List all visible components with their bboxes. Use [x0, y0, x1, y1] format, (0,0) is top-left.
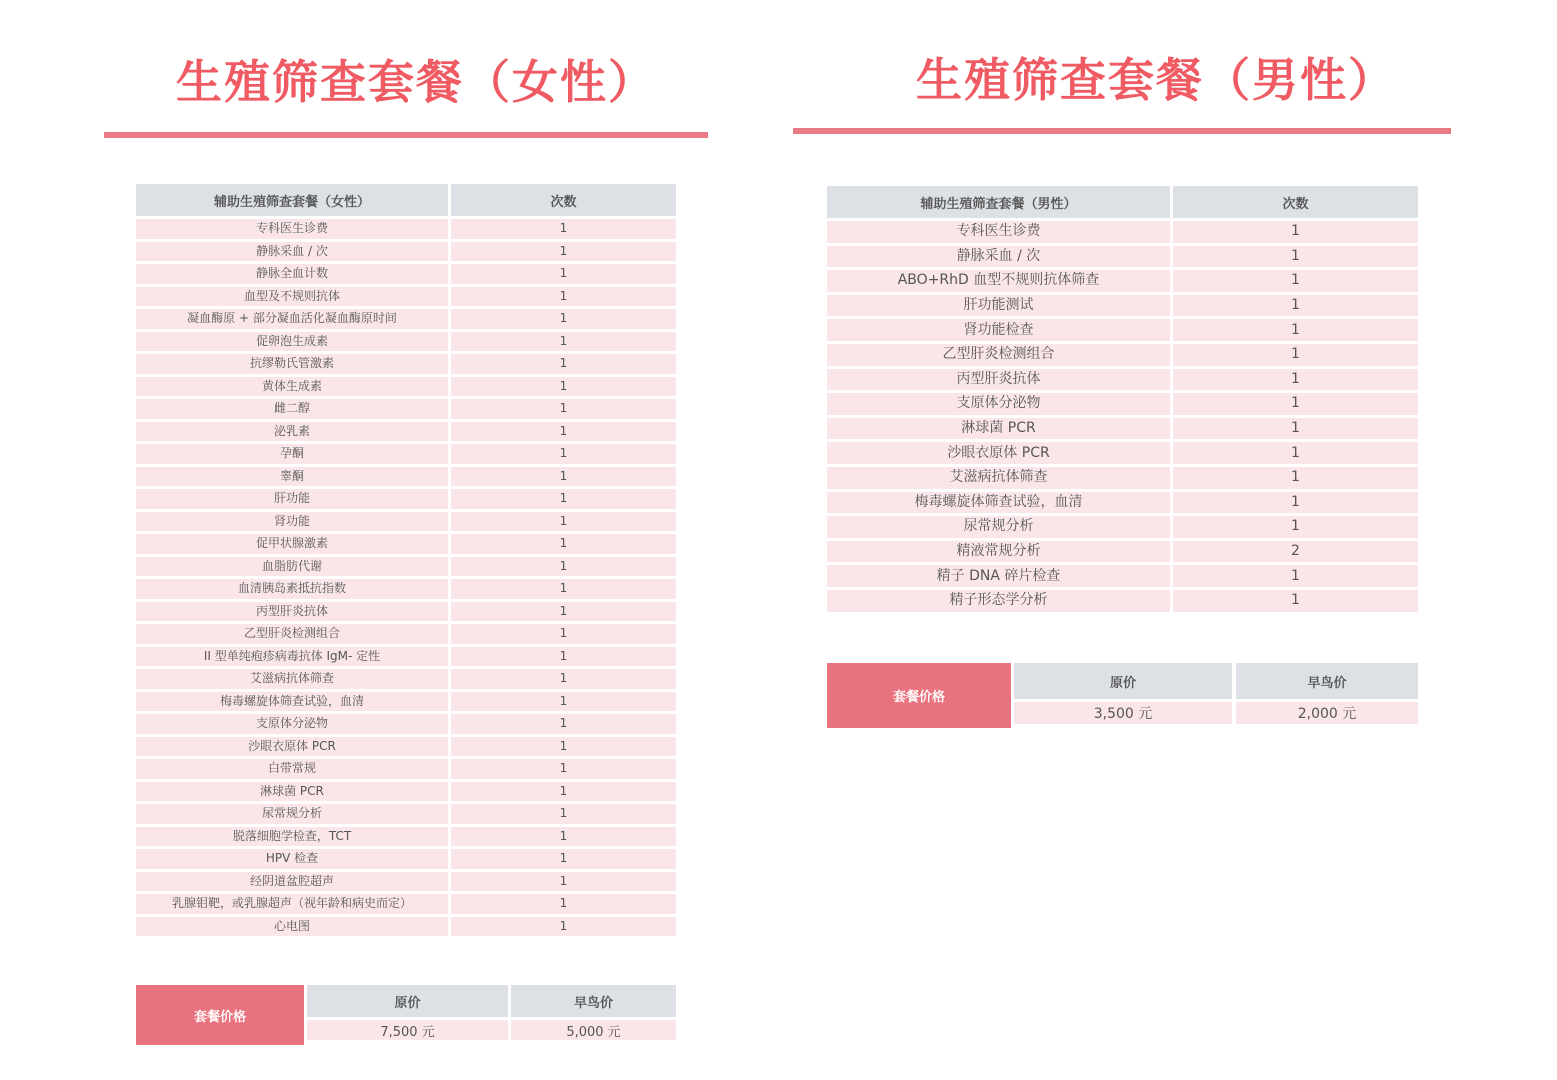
count-cell: 1: [1170, 295, 1418, 317]
count-cell: 1: [1170, 221, 1418, 243]
count-cell: 1: [448, 309, 676, 329]
table-row: [827, 369, 1418, 391]
count-cell: 1: [448, 804, 676, 824]
item-name-cell: HPV 检查: [136, 849, 448, 869]
item-name-cell: 乳腺钼靶，或乳腺超声（视年龄和病史而定）: [136, 894, 448, 914]
count-cell: 1: [448, 377, 676, 397]
table-row: [136, 534, 676, 554]
table-row: [136, 489, 676, 509]
table-row: [827, 442, 1418, 464]
item-name-cell: 乙型肝炎检测组合: [136, 624, 448, 644]
male-items-body: [827, 221, 1418, 612]
count-cell: 1: [1170, 467, 1418, 489]
count-cell: 1: [1170, 565, 1418, 587]
item-name-cell: 尿常规分析: [827, 516, 1170, 538]
table-row: [136, 377, 676, 397]
item-name-cell: 血型及不规则抗体: [136, 287, 448, 307]
table-row: [136, 737, 676, 757]
item-column-header: 辅助生殖筛查套餐（男性）: [827, 186, 1170, 218]
item-name-cell: 雌二醇: [136, 399, 448, 419]
count-cell: 1: [448, 759, 676, 779]
table-row: [827, 590, 1418, 612]
table-row: [136, 512, 676, 532]
item-name-cell: 支原体分泌物: [827, 393, 1170, 415]
count-cell: 1: [448, 287, 676, 307]
table-row: [136, 287, 676, 307]
table-row: [827, 418, 1418, 440]
table-row: [136, 624, 676, 644]
table-row: [136, 242, 676, 262]
table-row: [136, 444, 676, 464]
item-name-cell: 精液常规分析: [827, 541, 1170, 563]
item-name-cell: 沙眼衣原体 PCR: [827, 442, 1170, 464]
count-cell: 1: [448, 737, 676, 757]
table-header-row: [136, 184, 676, 216]
count-cell: 1: [448, 557, 676, 577]
count-cell: 1: [448, 894, 676, 914]
count-cell: 1: [448, 444, 676, 464]
item-name-cell: 专科医生诊费: [136, 219, 448, 239]
original-price-column: [307, 985, 508, 1040]
original-price-header: 原价: [307, 985, 508, 1017]
count-cell: 1: [448, 512, 676, 532]
count-cell: 2: [1170, 541, 1418, 563]
original-price-header: 原价: [1014, 663, 1232, 699]
price-label: 套餐价格: [136, 985, 304, 1045]
item-name-cell: ABO+RhD 血型不规则抗体筛查: [827, 270, 1170, 292]
male-package-panel: [770, 0, 1557, 1080]
count-cell: 1: [1170, 492, 1418, 514]
female-package-panel: [0, 0, 760, 1080]
count-cell: 1: [448, 489, 676, 509]
count-cell: 1: [448, 264, 676, 284]
item-name-cell: 肝功能: [136, 489, 448, 509]
male-items-table: [827, 183, 1418, 615]
early-bird-price-value: 5,000 元: [511, 1020, 676, 1040]
count-cell: 1: [448, 602, 676, 622]
table-row: [136, 602, 676, 622]
item-name-cell: 艾滋病抗体筛查: [827, 467, 1170, 489]
count-cell: 1: [448, 669, 676, 689]
early-bird-price-header: 早鸟价: [511, 985, 676, 1017]
early-bird-price-column: [511, 985, 676, 1040]
item-name-cell: 黄体生成素: [136, 377, 448, 397]
item-name-cell: 静脉采血 / 次: [827, 246, 1170, 268]
count-cell: 1: [1170, 590, 1418, 612]
item-name-cell: 脱落细胞学检查，TCT: [136, 827, 448, 847]
early-bird-price-value: 2,000 元: [1236, 702, 1418, 724]
item-name-cell: 静脉全血计数: [136, 264, 448, 284]
table-row: [827, 270, 1418, 292]
count-cell: 1: [448, 692, 676, 712]
early-bird-price-column: [1236, 663, 1418, 724]
count-cell: 1: [1170, 246, 1418, 268]
count-cell: 1: [448, 624, 676, 644]
early-bird-price-header: 早鸟价: [1236, 663, 1418, 699]
table-row: [136, 332, 676, 352]
item-name-cell: 支原体分泌物: [136, 714, 448, 734]
table-row: [827, 246, 1418, 268]
count-cell: 1: [1170, 442, 1418, 464]
count-cell: 1: [448, 332, 676, 352]
count-column-header: 次数: [448, 184, 676, 216]
table-row: [827, 541, 1418, 563]
table-row: [136, 849, 676, 869]
table-row: [136, 579, 676, 599]
male-package-title: 生殖筛查套餐（男性）: [916, 53, 1396, 107]
count-column-header: 次数: [1170, 186, 1418, 218]
table-row: [136, 354, 676, 374]
table-row: [136, 647, 676, 667]
count-cell: 1: [1170, 418, 1418, 440]
count-cell: 1: [1170, 369, 1418, 391]
table-row: [136, 399, 676, 419]
table-row: [136, 872, 676, 892]
female-items-table: [136, 181, 676, 939]
table-row: [136, 917, 676, 937]
count-cell: 1: [448, 647, 676, 667]
item-name-cell: 心电图: [136, 917, 448, 937]
item-name-cell: 梅毒螺旋体筛查试验，血清: [827, 492, 1170, 514]
count-cell: 1: [1170, 270, 1418, 292]
table-row: [136, 692, 676, 712]
original-price-column: [1014, 663, 1232, 724]
original-price-value: 7,500 元: [307, 1020, 508, 1040]
price-label: 套餐价格: [827, 663, 1011, 728]
item-name-cell: 促卵泡生成素: [136, 332, 448, 352]
count-cell: 1: [448, 219, 676, 239]
count-cell: 1: [1170, 319, 1418, 341]
count-cell: 1: [448, 242, 676, 262]
item-name-cell: 丙型肝炎抗体: [136, 602, 448, 622]
item-name-cell: 专科医生诊费: [827, 221, 1170, 243]
count-cell: 1: [1170, 393, 1418, 415]
count-cell: 1: [448, 354, 676, 374]
male-title-divider: [793, 128, 1451, 134]
item-name-cell: 乙型肝炎检测组合: [827, 344, 1170, 366]
table-row: [827, 565, 1418, 587]
item-name-cell: 淋球菌 PCR: [827, 418, 1170, 440]
table-row: [136, 827, 676, 847]
item-name-cell: 血清胰岛素抵抗指数: [136, 579, 448, 599]
table-row: [827, 393, 1418, 415]
item-name-cell: 肝功能测试: [827, 295, 1170, 317]
table-row: [827, 221, 1418, 243]
item-name-cell: 血脂肪代谢: [136, 557, 448, 577]
item-name-cell: 经阴道盆腔超声: [136, 872, 448, 892]
table-row: [827, 344, 1418, 366]
item-name-cell: 凝血酶原 + 部分凝血活化凝血酶原时间: [136, 309, 448, 329]
item-name-cell: 孕酮: [136, 444, 448, 464]
count-cell: 1: [448, 849, 676, 869]
table-row: [827, 319, 1418, 341]
count-cell: 1: [448, 579, 676, 599]
item-name-cell: 沙眼衣原体 PCR: [136, 737, 448, 757]
female-price-block: [136, 985, 676, 1045]
table-row: [136, 219, 676, 239]
table-row: [136, 669, 676, 689]
count-cell: 1: [448, 827, 676, 847]
item-name-cell: 淋球菌 PCR: [136, 782, 448, 802]
table-row: [136, 422, 676, 442]
item-name-cell: 精子 DNA 碎片检查: [827, 565, 1170, 587]
item-name-cell: 肾功能: [136, 512, 448, 532]
item-name-cell: 精子形态学分析: [827, 590, 1170, 612]
item-name-cell: 肾功能检查: [827, 319, 1170, 341]
item-name-cell: 抗缪勒氏管激素: [136, 354, 448, 374]
item-name-cell: 丙型肝炎抗体: [827, 369, 1170, 391]
table-row: [136, 714, 676, 734]
count-cell: 1: [448, 467, 676, 487]
table-row: [136, 804, 676, 824]
count-cell: 1: [448, 714, 676, 734]
table-row: [136, 557, 676, 577]
female-title-divider: [104, 132, 708, 138]
table-row: [827, 492, 1418, 514]
count-cell: 1: [1170, 516, 1418, 538]
count-cell: 1: [1170, 344, 1418, 366]
item-name-cell: 艾滋病抗体筛查: [136, 669, 448, 689]
count-cell: 1: [448, 422, 676, 442]
item-name-cell: 白带常规: [136, 759, 448, 779]
female-package-title: 生殖筛查套餐（女性）: [176, 55, 656, 109]
item-column-header: 辅助生殖筛查套餐（女性）: [136, 184, 448, 216]
table-row: [136, 467, 676, 487]
item-name-cell: II 型单纯疱疹病毒抗体 IgM- 定性: [136, 647, 448, 667]
item-name-cell: 睾酮: [136, 467, 448, 487]
item-name-cell: 促甲状腺激素: [136, 534, 448, 554]
item-name-cell: 梅毒螺旋体筛查试验，血清: [136, 692, 448, 712]
count-cell: 1: [448, 399, 676, 419]
item-name-cell: 泌乳素: [136, 422, 448, 442]
count-cell: 1: [448, 917, 676, 937]
table-row: [136, 894, 676, 914]
table-row: [827, 295, 1418, 317]
count-cell: 1: [448, 534, 676, 554]
table-row: [136, 782, 676, 802]
original-price-value: 3,500 元: [1014, 702, 1232, 724]
count-cell: 1: [448, 872, 676, 892]
table-header-row: [827, 186, 1418, 218]
table-row: [136, 309, 676, 329]
male-price-block: [827, 663, 1418, 728]
female-items-body: [136, 219, 676, 936]
table-row: [827, 467, 1418, 489]
table-row: [827, 516, 1418, 538]
count-cell: 1: [448, 782, 676, 802]
table-row: [136, 759, 676, 779]
table-row: [136, 264, 676, 284]
item-name-cell: 静脉采血 / 次: [136, 242, 448, 262]
item-name-cell: 尿常规分析: [136, 804, 448, 824]
